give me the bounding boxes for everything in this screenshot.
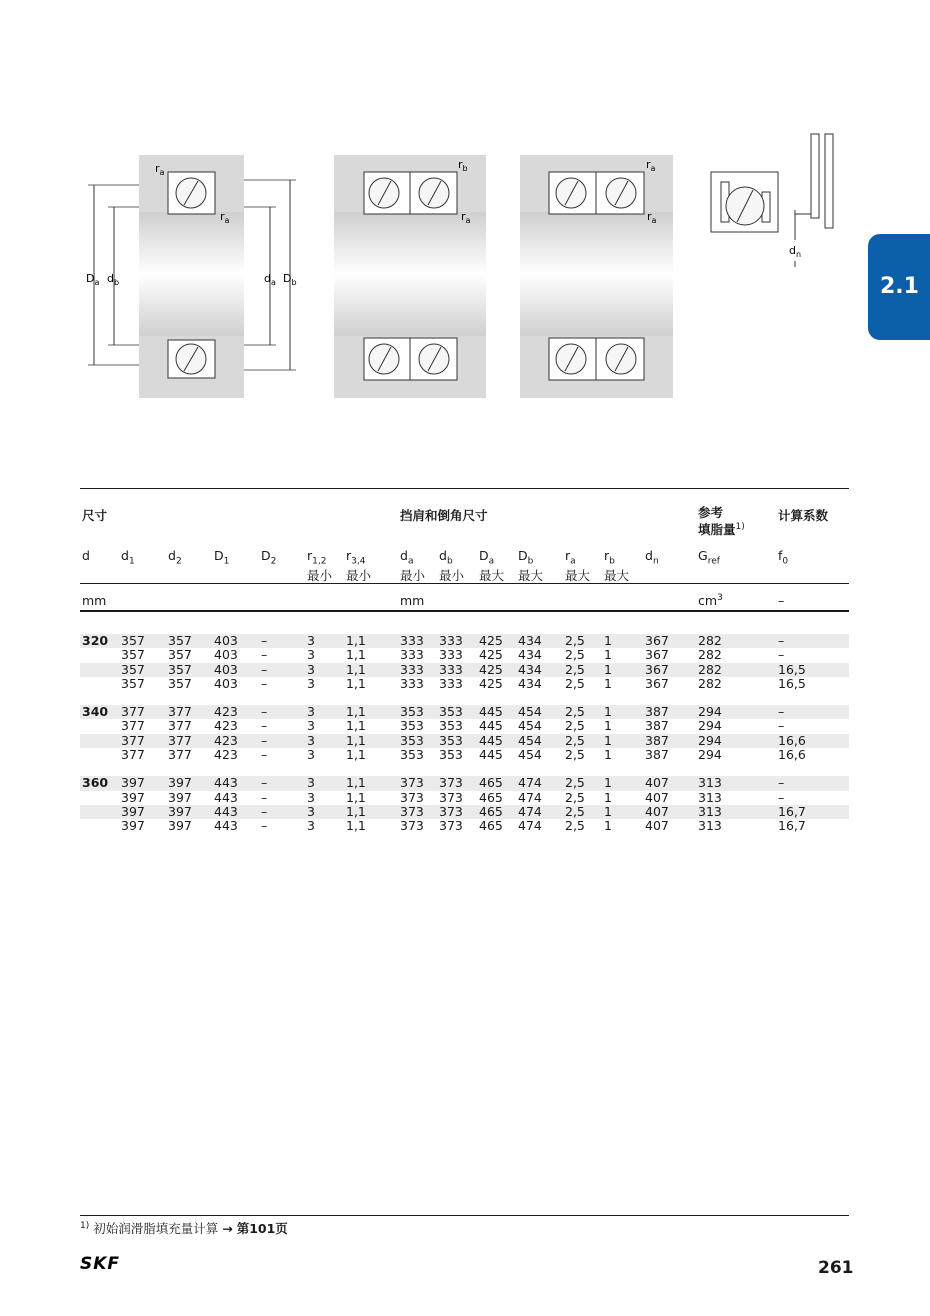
- unit-ref-main: cm: [698, 593, 718, 609]
- Da-label: $D_a$: [86, 272, 100, 287]
- table-row: 357 357 403 – 3 1,1 333 333 425 434 2,5 1 367 282 16,5: [80, 663, 849, 677]
- grease-header-line1: 参考: [698, 505, 724, 520]
- unit-abut: mm: [400, 593, 425, 608]
- table-sym-rule: [80, 583, 849, 584]
- section-tab[interactable]: [868, 234, 930, 340]
- column-header-6: $r_{3,4}$ 最小: [346, 548, 372, 583]
- ra-label-top: $r_a$: [155, 162, 165, 177]
- db-label: $d_b$: [107, 272, 120, 287]
- table-row: 320 357 357 403 – 3 1,1 333 333 425 434 2,5 1 367 282 –: [80, 634, 849, 648]
- svg-text:SKF: SKF: [80, 1255, 121, 1271]
- footnote: [80, 1219, 288, 1237]
- page-number: 261: [818, 1258, 854, 1278]
- grease-header: [698, 506, 745, 537]
- table-row: 397 397 443 – 3 1,1 373 373 465 474 2,5 1 407 313 16,7: [80, 805, 849, 819]
- table-row: 340 377 377 423 – 3 1,1 353 353 445 454 2,5 1 387 294 –: [80, 705, 849, 719]
- ra-label-top: $r_a$: [646, 158, 656, 173]
- section-tab-label: 2.1: [880, 274, 919, 299]
- bearing-drawing-2: [334, 150, 489, 405]
- unit-ref-sup: 3: [717, 593, 723, 603]
- table-row: 377 377 423 – 3 1,1 353 353 445 454 2,5 1 387 294 16,6: [121, 747, 806, 763]
- table-row: 377 377 423 – 3 1,1 353 353 445 454 2,5 1 387 294 16,6: [80, 734, 849, 748]
- footnote-arrow-icon: →: [222, 1221, 233, 1236]
- unit-calc: –: [778, 593, 785, 608]
- column-header-7: $d_a$ 最小: [400, 548, 426, 583]
- column-header-4: $D_2$: [261, 548, 277, 567]
- column-header-15: $f_0$: [778, 548, 789, 567]
- column-header-11: $r_a$ 最大: [565, 548, 591, 583]
- dn-label: $d_n$: [789, 244, 802, 259]
- column-header-1: $d_1$: [121, 548, 135, 567]
- ra-label-mid: $r_a$: [220, 210, 230, 225]
- bearing-detail-drawing: [705, 130, 845, 270]
- bearing-drawing-3: [520, 150, 675, 405]
- footnote-rule: [80, 1215, 849, 1216]
- column-header-9: $D_a$ 最大: [479, 548, 505, 583]
- Db-label: $D_b$: [283, 272, 297, 287]
- abut-header: 挡肩和倒角尺寸: [400, 508, 488, 523]
- da-label: $d_a$: [264, 272, 276, 287]
- column-header-3: $D_1$: [214, 548, 230, 567]
- bearing-data-table: [80, 634, 849, 834]
- column-header-5: $r_{1,2}$ 最小: [307, 548, 333, 583]
- table-unit-rule: [80, 610, 849, 612]
- unit-ref: [698, 593, 723, 608]
- table-row: 357 357 403 – 3 1,1 333 333 425 434 2,5 1 367 282 –: [121, 647, 785, 663]
- column-header-8: $d_b$ 最小: [439, 548, 465, 583]
- table-row: 397 397 443 – 3 1,1 373 373 465 474 2,5 1 407 313 16,7: [121, 818, 806, 834]
- dims-header: 尺寸: [82, 508, 108, 523]
- table-row: 377 377 423 – 3 1,1 353 353 445 454 2,5 1 387 294 –: [121, 718, 785, 734]
- table-row: 360 397 397 443 – 3 1,1 373 373 465 474 2,5 1 407 313 –: [80, 776, 849, 790]
- table-row: 397 397 443 – 3 1,1 373 373 465 474 2,5 1 407 313 –: [121, 789, 785, 805]
- column-header-2: $d_2$: [168, 548, 182, 567]
- calc-header: 计算系数: [778, 508, 829, 523]
- column-header-14: $G_{ref}$: [698, 548, 720, 567]
- table-row: 357 357 403 – 3 1,1 333 333 425 434 2,5 1 367 282 16,5: [121, 675, 806, 691]
- rb-label: $r_b$: [458, 158, 468, 173]
- ra-label: $r_a$: [461, 210, 471, 225]
- footnote-text: 初始润滑脂填充量计算: [93, 1221, 219, 1236]
- table-top-rule: [80, 488, 849, 489]
- column-header-0: d: [82, 548, 90, 563]
- grease-footnote-ref: 1): [735, 522, 745, 532]
- unit-dims: mm: [82, 593, 107, 608]
- column-header-13: $d_n$: [645, 548, 659, 567]
- bearing-drawing-1: [80, 150, 310, 405]
- footnote-marker: 1): [80, 1220, 90, 1231]
- grease-header-line2: 填脂量: [698, 522, 736, 538]
- column-header-12: $r_b$ 最大: [604, 548, 630, 583]
- skf-logo: [80, 1255, 146, 1271]
- column-header-10: $D_b$ 最大: [518, 548, 544, 583]
- ra-label-mid: $r_a$: [647, 210, 657, 225]
- footnote-page-link[interactable]: 第101页: [236, 1221, 288, 1236]
